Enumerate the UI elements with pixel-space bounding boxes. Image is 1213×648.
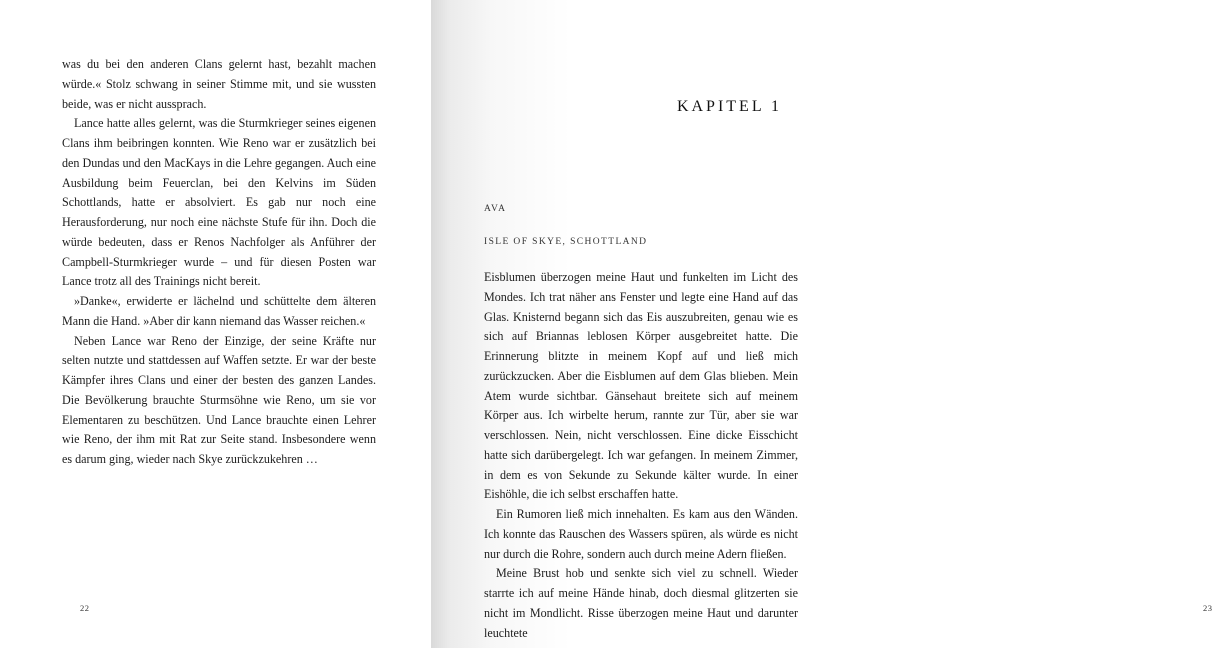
chapter-title: KAPITEL 1 [676,98,782,115]
page-number-left: 22 [80,603,90,613]
paragraph: Meine Brust hob und senkte sich viel zu schnell. Wieder starrte ich auf meine Hände hinab, doch diesmal glitzerten sie nicht im Mondlicht. Risse überzogen meine Haut und darunter leuchtete [484,566,798,640]
left-page [0,0,431,648]
paragraph: Eisblumen überzogen meine Haut und funkelten im Licht des Mondes. Ich trat näher ans Fenster und legte eine Hand auf das Glas. Knisternd begann sich das Eis auszubreiten, genau wie es sich auf Briannas leblosen Körper ausgebreitet hatte. Die Erinnerung blitzte in meinem Kopf auf und ließ mich zurückzucken. Aber die Eisblumen auf dem Glas blieben. Mein Atem wurde sichtbar. Gänsehaut breitete sich auf meinem Körper aus. Ich wirbelte herum, rannte zur Tür, aber sie war verschlossen. Nein, nicht verschlossen. Eine dicke Eisschicht hatte sich darübergelegt. Ich war gefangen. In meinem Zimmer, in dem es von Sekunde zu Sekunde kälter wurde. In einer Eishöhle, die ich selbst erschaffen hatte. [484,270,798,502]
paragraph: was du bei den anderen Clans gelernt hast, bezahlt machen würde.« Stolz schwang in seiner Stimme mit, und sie wussten beide, was er nicht aussprach. [62,57,376,111]
right-page-body [484,268,798,643]
paragraph: Lance hatte alles gelernt, was die Sturmkrieger seines eigenen Clans ihm beibringen konnten. Wie Reno war er zusätzlich bei den Dundas und den MacKays in die Lehre gegangen. Auch eine Ausbildung beim Feuerclan, bei den Kelvins im Süden Schottlands, hatte er absolviert. Es gab nur noch eine Herausforderung, nur noch eine nächste Stufe für ihn. Doch die würde bedeuten, dass er Renos Nachfolger als Anführer der Campbell-Sturmkrieger wurde – und für diesen Posten war Lance trotz all des Trainings nicht bereit. [62,116,377,289]
place-heading: ISLE OF SKYE, SCHOTTLAND [484,237,648,247]
left-page-body [62,55,376,470]
page-number-right: 23 [1203,603,1213,613]
paragraph: »Danke«, erwiderte er lächelnd und schüttelte dem älteren Mann die Hand. »Aber dir kann niemand das Wasser reichen.« [62,294,376,328]
pov-heading: AVA [484,204,507,214]
paragraph: Neben Lance war Reno der Einzige, der seine Kräfte nur selten nutzte und stattdessen auf Waffen setzte. Er war der beste Kämpfer ihres Clans und einer der besten des ganzen Landes. Die Bevölkerung brauchte Sturmsöhne wie Reno, um sie vor Elementaren zu beschützen. Und Lance brauchte einen Lehrer wie Reno, der ihm mit Rat zur Seite stand. Insbesondere wenn es darum ging, wieder nach Skye zurückzukehren … [62,333,376,466]
paragraph: Ein Rumoren ließ mich innehalten. Es kam aus den Wänden. Ich konnte das Rauschen des Wassers spüren, als würde es nicht nur durch die Rohre, sondern auch durch meine Adern fließen. [484,507,798,561]
